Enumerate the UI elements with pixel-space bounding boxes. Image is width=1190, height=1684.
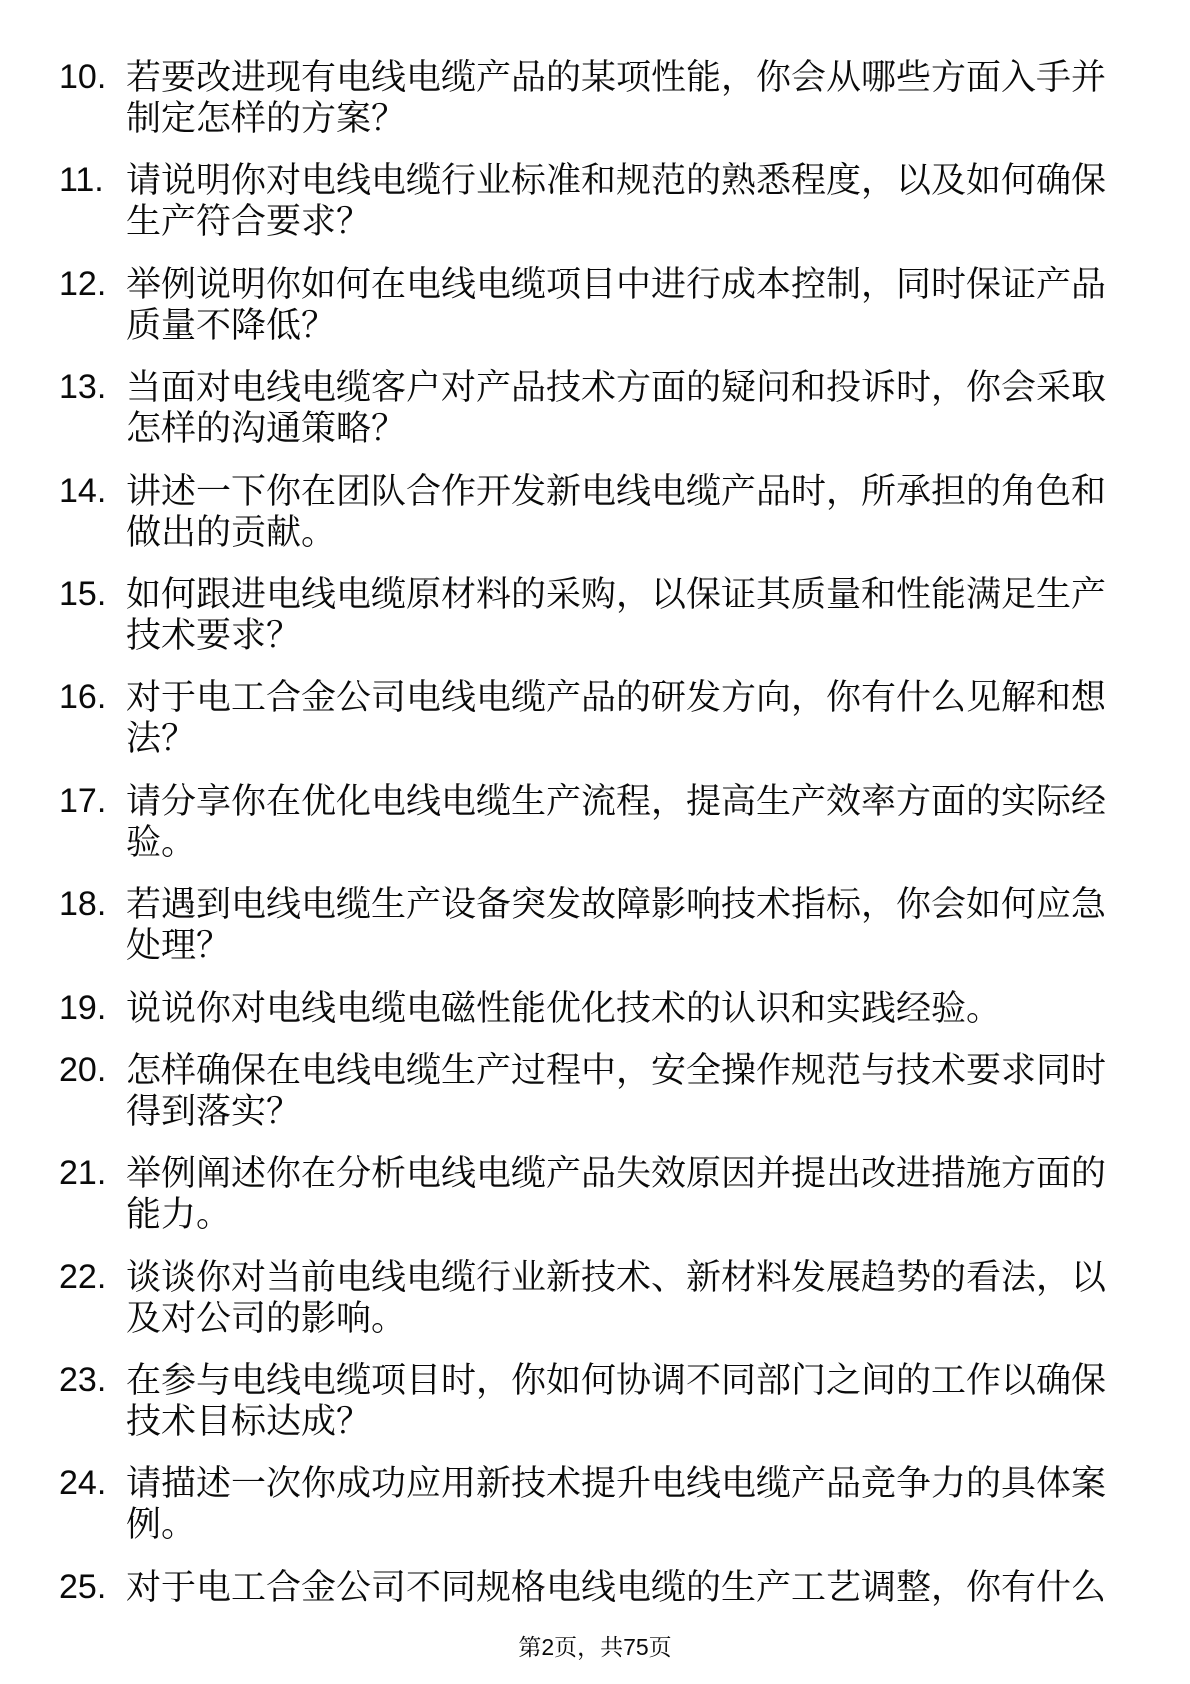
question-number: 13.: [59, 368, 107, 407]
question-number: 10.: [59, 58, 107, 96]
question-number: 12.: [59, 264, 107, 303]
question-item: [0, 988, 1190, 1029]
question-item: [0, 471, 1190, 553]
question-item: [0, 1153, 1190, 1235]
question-text: 请分享你在优化电线电缆生产流程，提高生产效率方面的实际经验。: [126, 781, 1107, 862]
question-text: 怎样确保在电线电缆生产过程中，安全操作规范与技术要求同时得到落实？: [126, 1050, 1107, 1131]
question-text: 对于电工合金公司不同规格电线电缆的生产工艺调整，你有什么: [126, 1567, 1107, 1607]
question-number: 18.: [59, 885, 107, 924]
question-text: 请描述一次你成功应用新技术提升电线电缆产品竞争力的具体案例。: [126, 1464, 1107, 1545]
question-number: 19.: [59, 988, 107, 1027]
question-item: [0, 1050, 1190, 1132]
question-number: 24.: [59, 1464, 107, 1503]
question-item: [0, 57, 1190, 139]
question-number: 14.: [59, 471, 107, 510]
question-text: 若遇到电线电缆生产设备突发故障影响技术指标，你会如何应急处理？: [126, 885, 1107, 966]
question-text: 如何跟进电线电缆原材料的采购，以保证其质量和性能满足生产技术要求？: [126, 574, 1107, 655]
question-item: [0, 677, 1190, 759]
question-text: 请说明你对电线电缆行业标准和规范的熟悉程度，以及如何确保生产符合要求？: [126, 161, 1107, 242]
question-number: 21.: [59, 1154, 107, 1193]
question-item: [0, 367, 1190, 449]
question-number: 25.: [59, 1567, 107, 1606]
question-number: 23.: [59, 1361, 107, 1400]
question-item: [0, 160, 1190, 242]
question-number: 11.: [59, 161, 104, 200]
question-item: [0, 1360, 1190, 1442]
question-number: 17.: [59, 781, 107, 820]
question-item: [0, 884, 1190, 966]
question-item: [0, 1567, 1190, 1608]
question-number: 22.: [59, 1257, 107, 1296]
question-item: [0, 1463, 1190, 1545]
question-item: [0, 1257, 1190, 1339]
question-text: 举例阐述你在分析电线电缆产品失效原因并提出改进措施方面的能力。: [126, 1154, 1107, 1235]
question-list: [0, 57, 1190, 1629]
question-text: 对于电工合金公司电线电缆产品的研发方向，你有什么见解和想法？: [126, 678, 1107, 759]
question-item: [0, 264, 1190, 346]
question-number: 16.: [59, 678, 107, 717]
question-item: [0, 574, 1190, 656]
question-text: 当面对电线电缆客户对产品技术方面的疑问和投诉时，你会采取怎样的沟通策略？: [126, 368, 1107, 449]
question-text: 在参与电线电缆项目时，你如何协调不同部门之间的工作以确保技术目标达成？: [126, 1361, 1107, 1442]
question-text: 说说你对电线电缆电磁性能优化技术的认识和实践经验。: [126, 988, 1002, 1028]
question-item: [0, 781, 1190, 863]
question-text: 谈谈你对当前电线电缆行业新技术、新材料发展趋势的看法，以及对公司的影响。: [126, 1257, 1107, 1338]
question-text: 举例说明你如何在电线电缆项目中进行成本控制，同时保证产品质量不降低？: [126, 264, 1107, 345]
page-footer: 第2页，共75页: [518, 1634, 672, 1660]
question-text: 若要改进现有电线电缆产品的某项性能，你会从哪些方面入手并制定怎样的方案？: [126, 58, 1107, 138]
question-number: 15.: [59, 574, 107, 613]
question-number: 20.: [59, 1050, 107, 1089]
question-text: 讲述一下你在团队合作开发新电线电缆产品时，所承担的角色和做出的贡献。: [126, 471, 1107, 552]
